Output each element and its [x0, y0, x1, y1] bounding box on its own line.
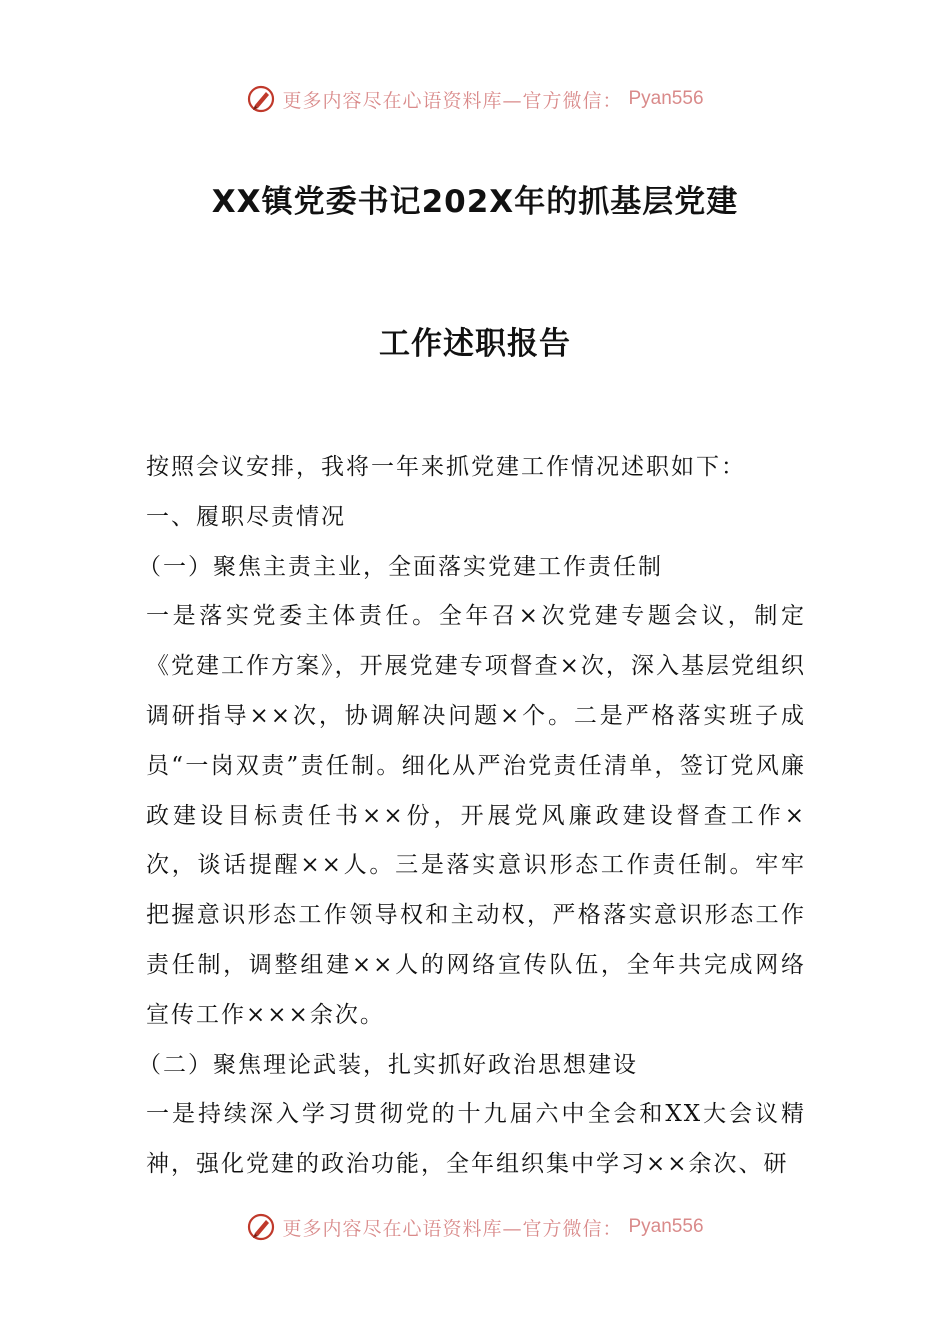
subsection-heading: （二）聚焦理论武装，扎实抓好政治思想建设 [138, 1051, 638, 1078]
document-title-line2: 工作述职报告 [379, 326, 571, 362]
document-body [138, 443, 806, 1190]
watermark-header [0, 84, 950, 114]
document-title-line1: XX镇党委书记202X年的抓基层党建 [211, 184, 739, 220]
watermark-text: 更多内容尽在心语资料库—官方微信： [282, 1217, 623, 1240]
intro-paragraph: 按照会议安排，我将一年来抓党建工作情况述职如下： [146, 454, 746, 480]
watermark-wechat-id: Pyan556 [628, 88, 704, 109]
pen-logo-icon [246, 84, 276, 114]
pen-logo-icon [246, 1212, 276, 1242]
watermark-wechat-id: Pyan556 [628, 1216, 704, 1237]
watermark-text: 更多内容尽在心语资料库—官方微信： [282, 89, 623, 112]
subsection-heading: （一）聚焦主责主业，全面落实党建工作责任制 [138, 553, 663, 580]
body-paragraph: 一是落实党委主体责任。全年召×次党建专题会议，制定《党建工作方案》，开展党建专项督查×次，深入基层党组织调研指导××次，协调解决问题×个。二是严格落实班子成员“一岗双责”责任制。细化从严治党责任清单，签订党风廉政建设目标责任书××份，开展党风廉政建设督查工作×次，谈话提醒××人。三是落实意识形态工作责任制。牢牢把握意识形态工作领导权和主动权，严格落实意识形态工作责任制，调整组建××人的网络宣传队伍，全年共完成网络宣传工作×××余次。 [146, 603, 806, 1028]
body-paragraph: 一是持续深入学习贯彻党的十九届六中全会和XX大会议精神，强化党建的政治功能，全年组织集中学习××余次、研 [146, 1101, 806, 1178]
watermark-footer [0, 1212, 950, 1242]
section-heading: 一、履职尽责情况 [146, 503, 346, 530]
